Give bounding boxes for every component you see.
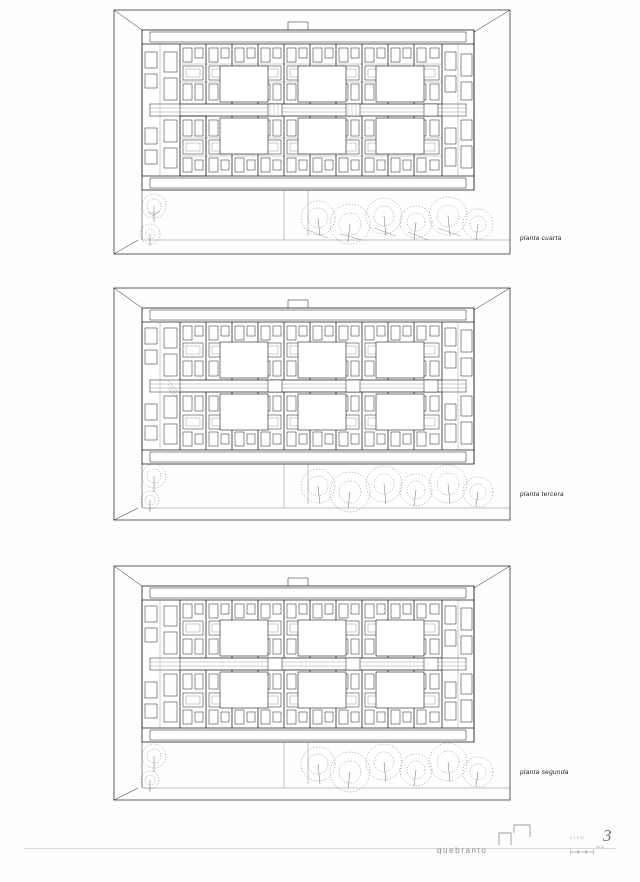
footer-divider <box>24 848 616 849</box>
tree-cluster-west <box>140 194 166 246</box>
plan-label-planta-tercera: planta tercera <box>520 491 564 498</box>
page-number-caption: hoja <box>596 845 605 849</box>
document-logo: quebranto <box>437 846 488 855</box>
scale-bar-label: 0 1 5 10 <box>570 836 585 840</box>
plan-block-planta-tercera <box>112 286 564 534</box>
tree-cluster-southeast <box>301 197 493 244</box>
scale-bar <box>570 836 594 848</box>
tree-cluster-west <box>141 744 166 792</box>
tree-cluster-west <box>141 464 166 512</box>
logo-mark <box>497 824 533 846</box>
tree-cluster-southeast <box>301 743 493 792</box>
plan-block-planta-cuarta <box>112 8 562 256</box>
plan-label-planta-cuarta: planta cuarta <box>520 235 562 242</box>
plan-drawing-planta-segunda <box>112 564 512 812</box>
plan-drawing-planta-tercera <box>112 286 512 534</box>
plan-label-planta-segunda: planta segunda <box>520 769 569 776</box>
plan-block-planta-segunda <box>112 564 569 812</box>
page-number: 3 <box>603 826 612 845</box>
plan-drawing-planta-cuarta <box>112 8 512 256</box>
tree-cluster-southeast <box>301 465 493 512</box>
